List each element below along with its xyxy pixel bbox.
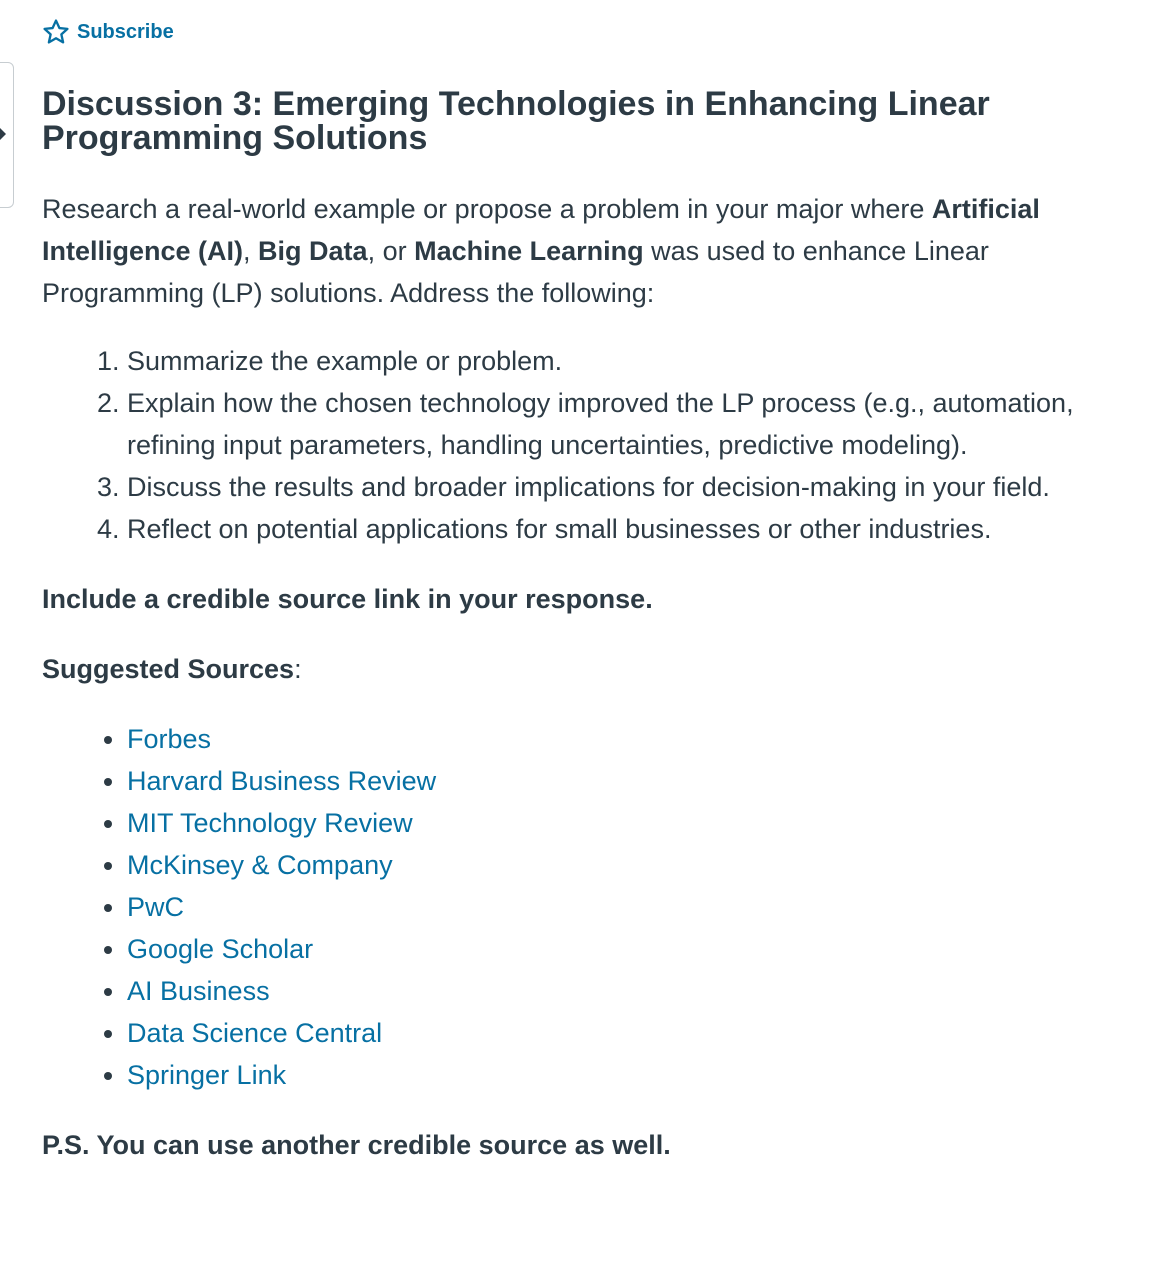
source-link-hbr[interactable]: Harvard Business Review — [127, 766, 437, 796]
source-link-forbes[interactable]: Forbes — [127, 724, 212, 754]
suggested-sources-label: Suggested Sources — [42, 654, 295, 684]
intro-text-2: was used to enhance Linear Programming (LP) solutions. Address the following: — [42, 236, 989, 308]
intro-bold-ai: Artificial Intelligence (AI) — [42, 194, 1040, 266]
sidebar-toggle-tab[interactable] — [0, 62, 14, 208]
intro-paragraph — [42, 188, 1122, 314]
source-link-google-scholar[interactable]: Google Scholar — [127, 934, 314, 964]
source-link-springer[interactable]: Springer Link — [127, 1060, 287, 1090]
task-list — [42, 340, 1122, 550]
list-item — [127, 718, 1122, 760]
list-item — [127, 886, 1122, 928]
task-item: 3. Discuss the results and broader implications for decision-making in your field. — [127, 466, 1122, 508]
list-item — [127, 760, 1122, 802]
discussion-title: Discussion 3: Emerging Technologies in Enhancing Linear Programming Solutions — [42, 85, 990, 157]
star-outline-icon — [42, 18, 70, 46]
expand-arrow-icon — [0, 127, 6, 141]
discussion-content — [42, 16, 1122, 1166]
task-item: 2. Explain how the chosen technology improved the LP process (e.g., automation, refining input parameters, handling uncertainties, predictive modeling). — [127, 382, 1122, 466]
intro-sep-2: , or — [367, 236, 415, 266]
list-item — [127, 970, 1122, 1012]
subscribe-label: Subscribe — [77, 20, 174, 43]
task-item: 1. Summarize the example or problem. — [127, 340, 1122, 382]
suggested-sources-colon: : — [294, 654, 302, 684]
subscribe-button[interactable] — [42, 16, 174, 48]
intro-bold-big-data: Big Data — [258, 236, 368, 266]
intro-sep-1: , — [243, 236, 259, 266]
list-item — [127, 844, 1122, 886]
intro-bold-ml: Machine Learning — [414, 236, 644, 266]
task-item: 4. Reflect on potential applications for small businesses or other industries. — [127, 508, 1122, 550]
source-link-mckinsey[interactable]: McKinsey & Company — [127, 850, 393, 880]
suggested-sources-heading — [42, 648, 1122, 690]
source-link-mit[interactable]: MIT Technology Review — [127, 808, 413, 838]
list-item — [127, 1054, 1122, 1096]
discussion-body — [42, 188, 1122, 1166]
source-requirement: Include a credible source link in your response. — [42, 584, 653, 614]
source-link-pwc[interactable]: PwC — [127, 892, 185, 922]
sources-list — [42, 718, 1122, 1096]
list-item — [127, 1012, 1122, 1054]
intro-text-1: Research a real-world example or propose a problem in your major where — [42, 194, 932, 224]
source-link-data-science-central[interactable]: Data Science Central — [127, 1018, 383, 1048]
list-item — [127, 928, 1122, 970]
source-link-ai-business[interactable]: AI Business — [127, 976, 270, 1006]
ps-note: P.S. You can use another credible source as well. — [42, 1130, 671, 1160]
list-item — [127, 802, 1122, 844]
